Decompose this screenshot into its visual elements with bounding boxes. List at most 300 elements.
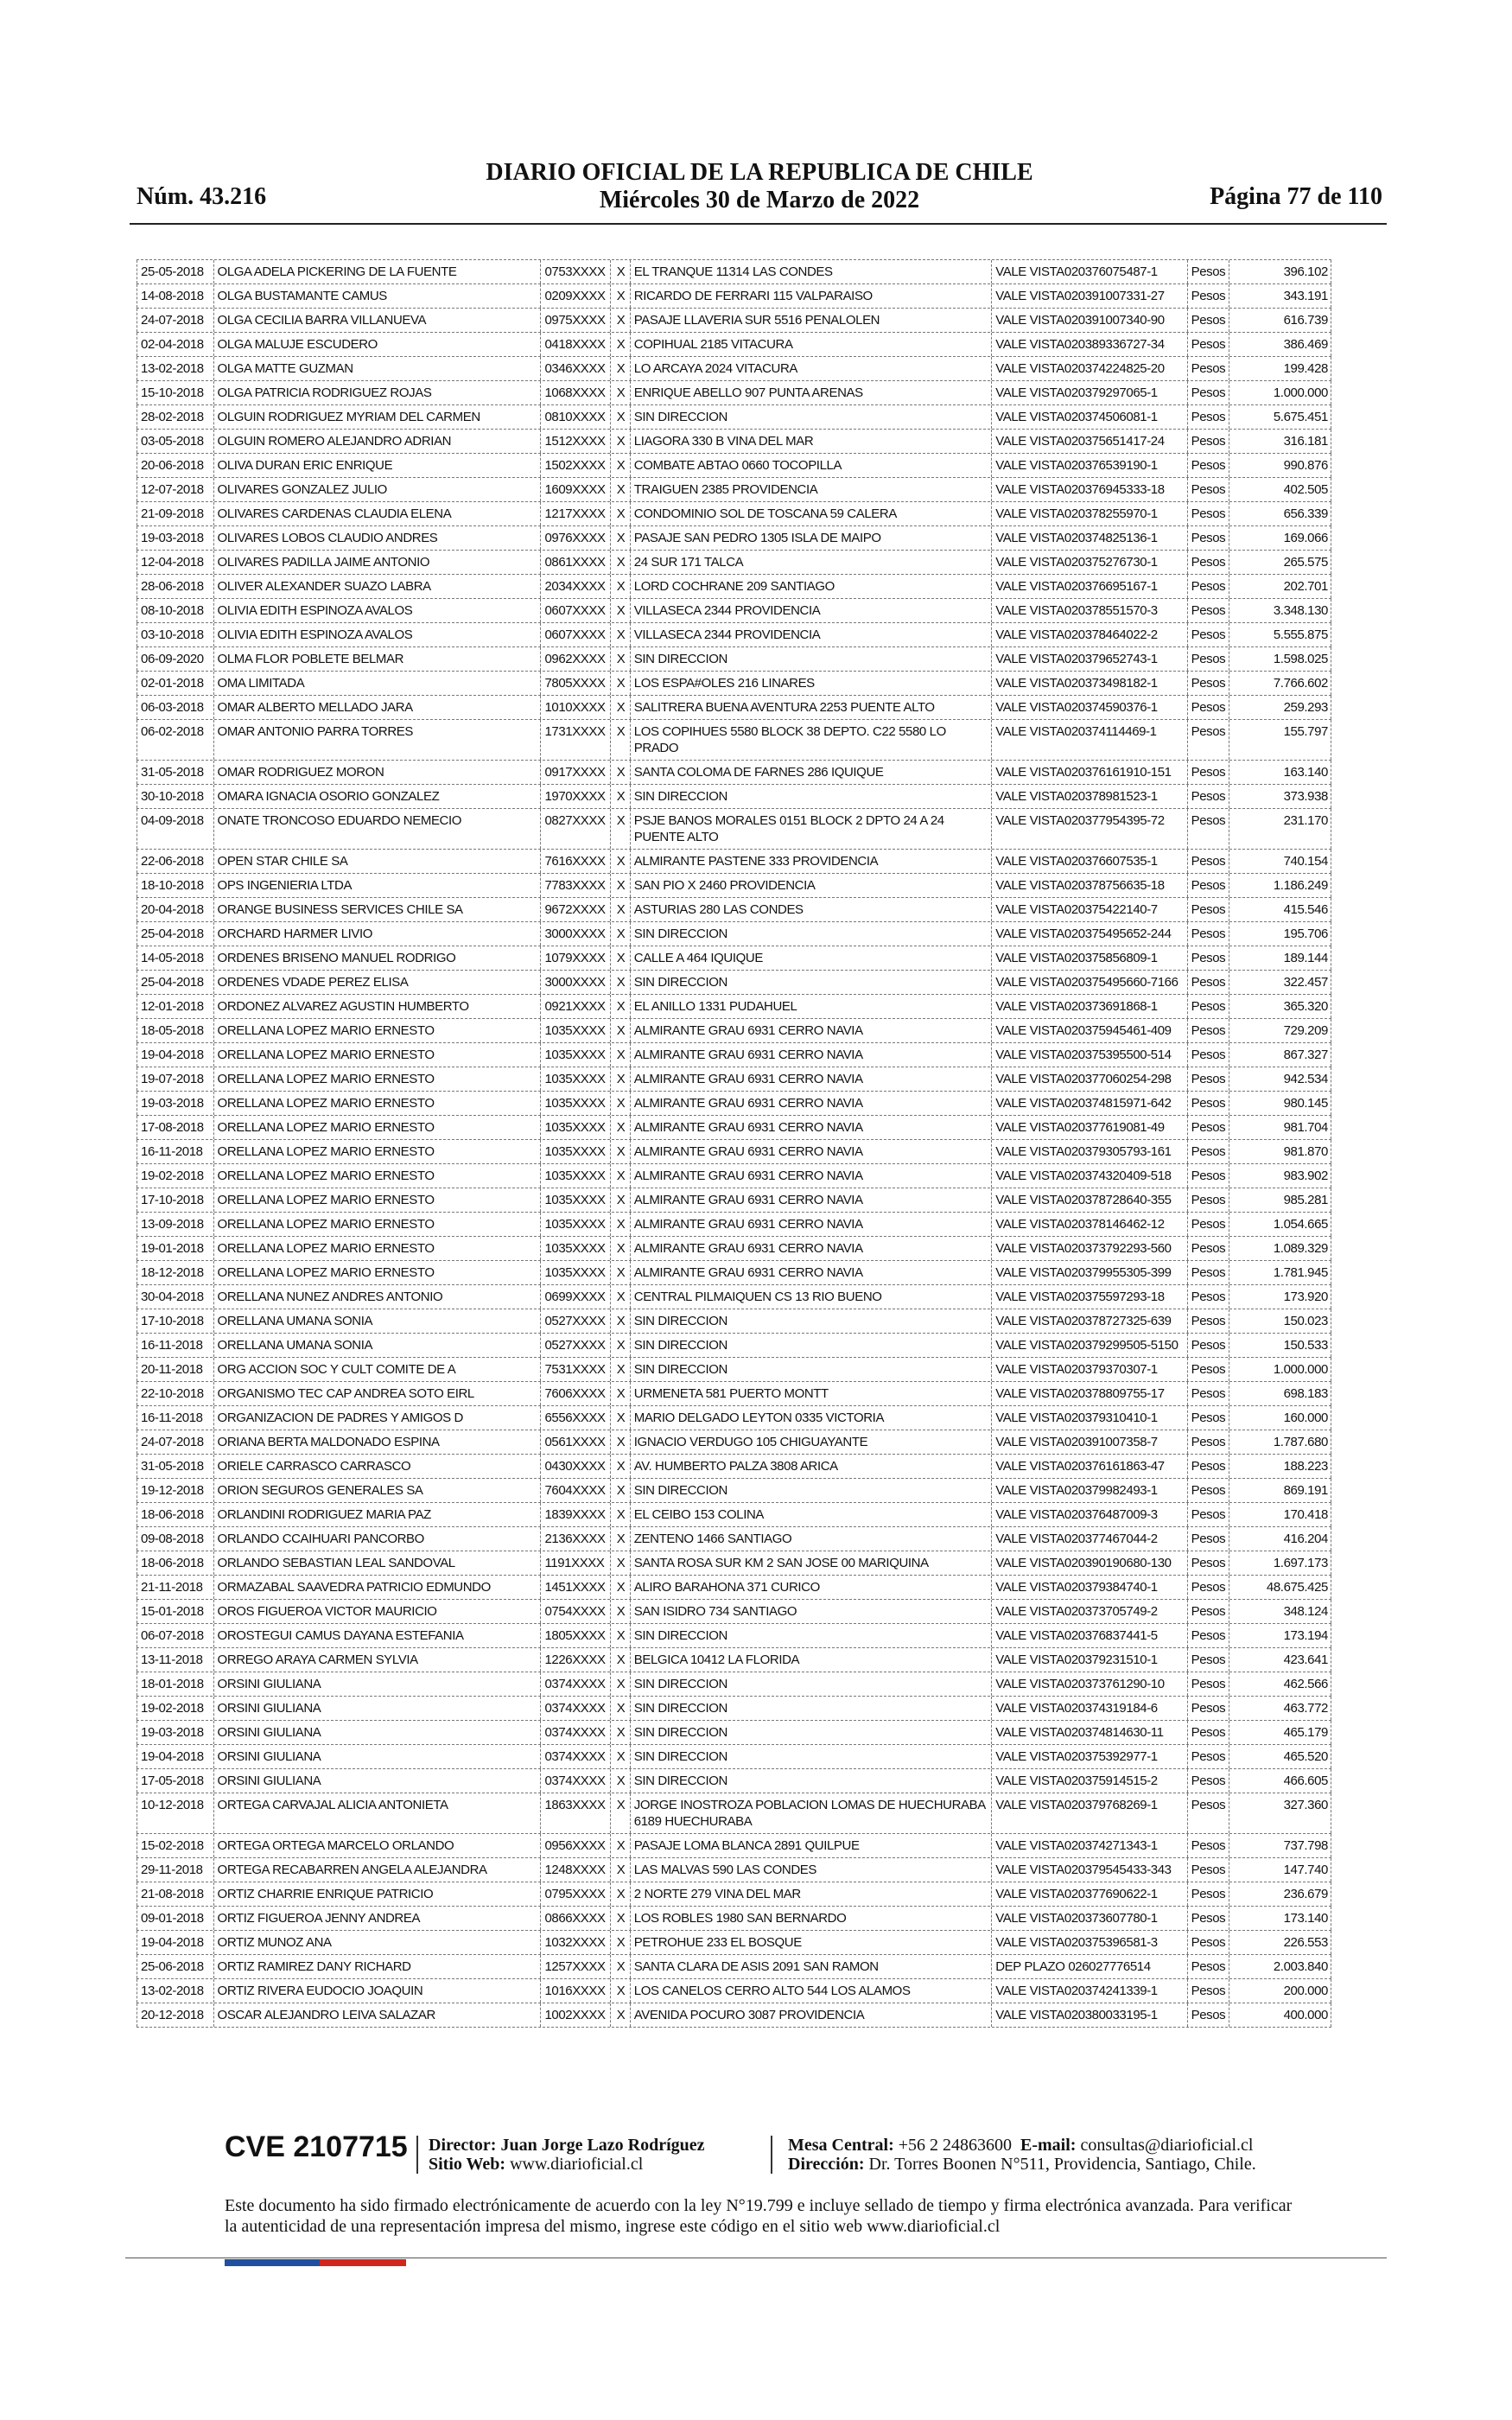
table-row xyxy=(137,333,1331,357)
row-address: RICARDO DE FERRARI 115 VALPARAISO xyxy=(630,284,991,308)
row-rut: 0607XXXX xyxy=(540,623,610,646)
row-currency: Pesos xyxy=(1187,478,1229,501)
row-currency: Pesos xyxy=(1187,1334,1229,1357)
row-name: OMAR RODRIGUEZ MORON xyxy=(213,761,507,784)
column-gap xyxy=(506,922,540,946)
column-gap xyxy=(506,333,540,356)
row-name: OLGA ADELA PICKERING DE LA FUENTE xyxy=(213,260,507,283)
row-address: LO ARCAYA 2024 VITACURA xyxy=(630,357,991,380)
row-date: 04-09-2018 xyxy=(137,809,213,849)
row-mark: X xyxy=(610,430,630,453)
row-name: OROSTEGUI CAMUS DAYANA ESTEFANIA xyxy=(213,1624,507,1647)
row-mark: X xyxy=(610,1745,630,1768)
row-name: ORLANDO CCAIHUARI PANCORBO xyxy=(213,1527,507,1551)
column-gap xyxy=(506,1624,540,1647)
table-row xyxy=(137,1043,1331,1067)
row-date: 30-10-2018 xyxy=(137,785,213,808)
row-currency: Pesos xyxy=(1187,454,1229,477)
row-document: VALE VISTA020379652743-1 xyxy=(991,647,1186,671)
row-rut: 1035XXXX xyxy=(540,1213,610,1236)
row-document: VALE VISTA020375495652-244 xyxy=(991,922,1186,946)
row-address: PASAJE LOMA BLANCA 2891 QUILPUE xyxy=(630,1834,991,1857)
row-rut: 0827XXXX xyxy=(540,809,610,849)
column-gap xyxy=(506,1140,540,1163)
row-name: ORSINI GIULIANA xyxy=(213,1769,507,1793)
row-document: VALE VISTA020373705749-2 xyxy=(991,1600,1186,1623)
row-address: COPIHUAL 2185 VITACURA xyxy=(630,333,991,356)
row-name: OLIVARES LOBOS CLAUDIO ANDRES xyxy=(213,526,507,550)
row-document: DEP PLAZO 026027776514 xyxy=(991,1955,1186,1978)
row-mark: X xyxy=(610,922,630,946)
row-amount: 729.209 xyxy=(1229,1019,1331,1042)
row-currency: Pesos xyxy=(1187,1955,1229,1978)
flag-stripe-blue xyxy=(225,2259,320,2266)
row-address: SIN DIRECCION xyxy=(630,1769,991,1793)
row-rut: 0753XXXX xyxy=(540,260,610,283)
row-mark: X xyxy=(610,1092,630,1115)
row-date: 24-07-2018 xyxy=(137,309,213,332)
row-date: 19-07-2018 xyxy=(137,1067,213,1091)
row-name: ORTEGA CARVAJAL ALICIA ANTONIETA xyxy=(213,1793,507,1833)
column-gap xyxy=(506,946,540,970)
row-date: 12-04-2018 xyxy=(137,551,213,574)
table-row xyxy=(137,1834,1331,1858)
row-amount: 327.360 xyxy=(1229,1793,1331,1833)
row-name: ORIELE CARRASCO CARRASCO xyxy=(213,1455,507,1478)
row-document: VALE VISTA020378146462-12 xyxy=(991,1213,1186,1236)
row-document: VALE VISTA020376837441-5 xyxy=(991,1624,1186,1647)
row-currency: Pesos xyxy=(1187,1882,1229,1906)
row-currency: Pesos xyxy=(1187,1769,1229,1793)
row-currency: Pesos xyxy=(1187,898,1229,921)
row-date: 13-02-2018 xyxy=(137,357,213,380)
row-rut: 3000XXXX xyxy=(540,971,610,994)
row-amount: 616.739 xyxy=(1229,309,1331,332)
row-mark: X xyxy=(610,1309,630,1333)
row-name: OMAR ANTONIO PARRA TORRES xyxy=(213,720,507,760)
row-document: VALE VISTA020374506081-1 xyxy=(991,405,1186,429)
column-gap xyxy=(506,1882,540,1906)
table-row xyxy=(137,1551,1331,1576)
row-address: BELGICA 10412 LA FLORIDA xyxy=(630,1648,991,1672)
row-currency: Pesos xyxy=(1187,761,1229,784)
row-date: 17-10-2018 xyxy=(137,1188,213,1212)
row-name: ORTIZ RIVERA EUDOCIO JOAQUIN xyxy=(213,1979,507,2003)
row-mark: X xyxy=(610,785,630,808)
table-row xyxy=(137,1576,1331,1600)
row-currency: Pesos xyxy=(1187,1237,1229,1260)
row-currency: Pesos xyxy=(1187,2003,1229,2027)
row-document: VALE VISTA020378255970-1 xyxy=(991,502,1186,525)
row-address: SANTA COLOMA DE FARNES 286 IQUIQUE xyxy=(630,761,991,784)
row-name: ORTIZ CHARRIE ENRIQUE PATRICIO xyxy=(213,1882,507,1906)
row-rut: 1502XXXX xyxy=(540,454,610,477)
row-address: SIN DIRECCION xyxy=(630,971,991,994)
column-gap xyxy=(506,1430,540,1454)
row-rut: 1016XXXX xyxy=(540,1979,610,2003)
row-address: JORGE INOSTROZA POBLACION LOMAS DE HUECHURABA 6189 HUECHURABA xyxy=(630,1793,991,1833)
row-date: 13-02-2018 xyxy=(137,1979,213,2003)
row-date: 03-10-2018 xyxy=(137,623,213,646)
row-rut: 0374XXXX xyxy=(540,1721,610,1744)
row-document: VALE VISTA020376161863-47 xyxy=(991,1455,1186,1478)
row-mark: X xyxy=(610,1188,630,1212)
column-gap xyxy=(506,1907,540,1930)
row-mark: X xyxy=(610,1043,630,1067)
row-date: 25-04-2018 xyxy=(137,922,213,946)
row-mark: X xyxy=(610,1503,630,1526)
row-address: ALMIRANTE GRAU 6931 CERRO NAVIA xyxy=(630,1140,991,1163)
row-mark: X xyxy=(610,1624,630,1647)
row-rut: 7805XXXX xyxy=(540,672,610,695)
column-gap xyxy=(506,647,540,671)
row-address: SIN DIRECCION xyxy=(630,1624,991,1647)
row-document: VALE VISTA020375396581-3 xyxy=(991,1931,1186,1954)
row-address: AV. HUMBERTO PALZA 3808 ARICA xyxy=(630,1455,991,1478)
row-amount: 462.566 xyxy=(1229,1672,1331,1696)
row-date: 31-05-2018 xyxy=(137,761,213,784)
newspaper-title: DIARIO OFICIAL DE LA REPUBLICA DE CHILE xyxy=(486,159,1033,186)
row-date: 19-02-2018 xyxy=(137,1697,213,1720)
row-date: 20-11-2018 xyxy=(137,1358,213,1381)
row-name: ORELLANA LOPEZ MARIO ERNESTO xyxy=(213,1261,507,1284)
row-mark: X xyxy=(610,357,630,380)
row-rut: 7616XXXX xyxy=(540,850,610,873)
row-rut: 1079XXXX xyxy=(540,946,610,970)
column-gap xyxy=(506,1479,540,1502)
table-row xyxy=(137,1600,1331,1624)
row-document: VALE VISTA020379982493-1 xyxy=(991,1479,1186,1502)
row-currency: Pesos xyxy=(1187,946,1229,970)
row-currency: Pesos xyxy=(1187,357,1229,380)
row-mark: X xyxy=(610,526,630,550)
column-gap xyxy=(506,1406,540,1430)
row-amount: 985.281 xyxy=(1229,1188,1331,1212)
row-document: VALE VISTA020378464022-2 xyxy=(991,623,1186,646)
row-rut: 1863XXXX xyxy=(540,1793,610,1833)
row-document: VALE VISTA020375276730-1 xyxy=(991,551,1186,574)
footer-divider xyxy=(416,2136,418,2174)
row-amount: 150.533 xyxy=(1229,1334,1331,1357)
row-name: ORELLANA LOPEZ MARIO ERNESTO xyxy=(213,1237,507,1260)
column-gap xyxy=(506,898,540,921)
column-gap xyxy=(506,1551,540,1575)
row-date: 06-03-2018 xyxy=(137,696,213,719)
row-document: VALE VISTA020374271343-1 xyxy=(991,1834,1186,1857)
row-document: VALE VISTA020373792293-560 xyxy=(991,1237,1186,1260)
row-amount: 1.186.249 xyxy=(1229,874,1331,897)
row-rut: 1970XXXX xyxy=(540,785,610,808)
row-currency: Pesos xyxy=(1187,1979,1229,2003)
row-date: 18-06-2018 xyxy=(137,1503,213,1526)
row-rut: 0527XXXX xyxy=(540,1334,610,1357)
row-document: VALE VISTA020373691868-1 xyxy=(991,995,1186,1018)
row-mark: X xyxy=(610,1769,630,1793)
row-mark: X xyxy=(610,1406,630,1430)
row-rut: 1035XXXX xyxy=(540,1188,610,1212)
row-name: OLIVARES PADILLA JAIME ANTONIO xyxy=(213,551,507,574)
row-address: ALMIRANTE GRAU 6931 CERRO NAVIA xyxy=(630,1164,991,1188)
row-currency: Pesos xyxy=(1187,1285,1229,1309)
row-mark: X xyxy=(610,1979,630,2003)
row-currency: Pesos xyxy=(1187,1213,1229,1236)
row-document: VALE VISTA020375914515-2 xyxy=(991,1769,1186,1793)
row-name: OPS INGENIERIA LTDA xyxy=(213,874,507,897)
column-gap xyxy=(506,1334,540,1357)
row-mark: X xyxy=(610,720,630,760)
table-row xyxy=(137,405,1331,430)
table-row xyxy=(137,850,1331,874)
row-currency: Pesos xyxy=(1187,1931,1229,1954)
row-document: VALE VISTA020378756635-18 xyxy=(991,874,1186,897)
row-name: ORIANA BERTA MALDONADO ESPINA xyxy=(213,1430,507,1454)
page-number: Página 77 de 110 xyxy=(1210,183,1382,210)
row-amount: 396.102 xyxy=(1229,260,1331,283)
column-gap xyxy=(506,381,540,404)
row-address: EL ANILLO 1331 PUDAHUEL xyxy=(630,995,991,1018)
row-name: ORELLANA LOPEZ MARIO ERNESTO xyxy=(213,1043,507,1067)
table-row xyxy=(137,260,1331,284)
column-gap xyxy=(506,1858,540,1882)
column-gap xyxy=(506,1721,540,1744)
row-rut: 1035XXXX xyxy=(540,1043,610,1067)
row-document: VALE VISTA020374224825-20 xyxy=(991,357,1186,380)
table-row xyxy=(137,1624,1331,1648)
row-rut: 0962XXXX xyxy=(540,647,610,671)
row-amount: 740.154 xyxy=(1229,850,1331,873)
row-amount: 316.181 xyxy=(1229,430,1331,453)
row-date: 31-05-2018 xyxy=(137,1455,213,1478)
table-row xyxy=(137,551,1331,575)
row-currency: Pesos xyxy=(1187,1576,1229,1599)
row-name: ORTEGA ORTEGA MARCELO ORLANDO xyxy=(213,1834,507,1857)
row-currency: Pesos xyxy=(1187,1261,1229,1284)
row-date: 03-05-2018 xyxy=(137,430,213,453)
table-row xyxy=(137,1019,1331,1043)
row-name: OSCAR ALEJANDRO LEIVA SALAZAR xyxy=(213,2003,507,2027)
row-amount: 189.144 xyxy=(1229,946,1331,970)
row-currency: Pesos xyxy=(1187,1551,1229,1575)
row-date: 19-03-2018 xyxy=(137,526,213,550)
row-document: VALE VISTA020390190680-130 xyxy=(991,1551,1186,1575)
row-document: VALE VISTA020376695167-1 xyxy=(991,575,1186,598)
table-row xyxy=(137,430,1331,454)
row-rut: 1032XXXX xyxy=(540,1931,610,1954)
row-rut: 7783XXXX xyxy=(540,874,610,897)
row-date: 13-09-2018 xyxy=(137,1213,213,1236)
row-name: ORELLANA UMANA SONIA xyxy=(213,1309,507,1333)
table-row xyxy=(137,623,1331,647)
row-date: 24-07-2018 xyxy=(137,1430,213,1454)
column-gap xyxy=(506,623,540,646)
table-row xyxy=(137,526,1331,551)
row-address: ALMIRANTE GRAU 6931 CERRO NAVIA xyxy=(630,1043,991,1067)
row-amount: 173.920 xyxy=(1229,1285,1331,1309)
row-rut: 0418XXXX xyxy=(540,333,610,356)
row-name: ORION SEGUROS GENERALES SA xyxy=(213,1479,507,1502)
row-name: ORCHARD HARMER LIVIO xyxy=(213,922,507,946)
row-mark: X xyxy=(610,647,630,671)
row-amount: 170.418 xyxy=(1229,1503,1331,1526)
row-rut: 0374XXXX xyxy=(540,1672,610,1696)
row-rut: 0921XXXX xyxy=(540,995,610,1018)
email-link[interactable]: consultas@diarioficial.cl xyxy=(1080,2136,1254,2155)
row-name: ORANGE BUSINESS SERVICES CHILE SA xyxy=(213,898,507,921)
row-name: ORTIZ MUNOZ ANA xyxy=(213,1931,507,1954)
column-gap xyxy=(506,405,540,429)
column-gap xyxy=(506,454,540,477)
row-rut: 0795XXXX xyxy=(540,1882,610,1906)
row-name: OLGA MALUJE ESCUDERO xyxy=(213,333,507,356)
row-name: OLIVARES GONZALEZ JULIO xyxy=(213,478,507,501)
row-amount: 147.740 xyxy=(1229,1858,1331,1882)
table-row xyxy=(137,761,1331,785)
row-address: LIAGORA 330 B VINA DEL MAR xyxy=(630,430,991,453)
row-amount: 983.902 xyxy=(1229,1164,1331,1188)
row-document: VALE VISTA020375597293-18 xyxy=(991,1285,1186,1309)
row-date: 28-02-2018 xyxy=(137,405,213,429)
row-name: OLGUIN RODRIGUEZ MYRIAM DEL CARMEN xyxy=(213,405,507,429)
row-amount: 343.191 xyxy=(1229,284,1331,308)
row-address: ALMIRANTE GRAU 6931 CERRO NAVIA xyxy=(630,1092,991,1115)
row-rut: 9672XXXX xyxy=(540,898,610,921)
row-name: ORGANISMO TEC CAP ANDREA SOTO EIRL xyxy=(213,1382,507,1405)
row-address: VILLASECA 2344 PROVIDENCIA xyxy=(630,599,991,622)
row-currency: Pesos xyxy=(1187,1164,1229,1188)
row-date: 14-08-2018 xyxy=(137,284,213,308)
row-currency: Pesos xyxy=(1187,971,1229,994)
row-amount: 5.555.875 xyxy=(1229,623,1331,646)
row-rut: 0374XXXX xyxy=(540,1697,610,1720)
column-gap xyxy=(506,1092,540,1115)
row-date: 28-06-2018 xyxy=(137,575,213,598)
row-amount: 990.876 xyxy=(1229,454,1331,477)
row-rut: 1512XXXX xyxy=(540,430,610,453)
row-document: VALE VISTA020374241339-1 xyxy=(991,1979,1186,2003)
table-row xyxy=(137,720,1331,761)
row-amount: 195.706 xyxy=(1229,922,1331,946)
column-gap xyxy=(506,1358,540,1381)
row-document: VALE VISTA020377619081-49 xyxy=(991,1116,1186,1139)
row-document: VALE VISTA020380033195-1 xyxy=(991,2003,1186,2027)
column-gap xyxy=(506,1648,540,1672)
row-rut: 1035XXXX xyxy=(540,1261,610,1284)
row-document: VALE VISTA020375495660-7166 xyxy=(991,971,1186,994)
table-row xyxy=(137,381,1331,405)
row-rut: 0861XXXX xyxy=(540,551,610,574)
row-address: SIN DIRECCION xyxy=(630,785,991,808)
row-currency: Pesos xyxy=(1187,1116,1229,1139)
row-currency: Pesos xyxy=(1187,284,1229,308)
row-mark: X xyxy=(610,1285,630,1309)
table-row xyxy=(137,1955,1331,1979)
row-address: ALMIRANTE GRAU 6931 CERRO NAVIA xyxy=(630,1067,991,1091)
table-row xyxy=(137,1455,1331,1479)
column-gap xyxy=(506,478,540,501)
row-rut: 1257XXXX xyxy=(540,1955,610,1978)
row-document: VALE VISTA020375945461-409 xyxy=(991,1019,1186,1042)
row-date: 15-10-2018 xyxy=(137,381,213,404)
row-mark: X xyxy=(610,1140,630,1163)
row-name: OMA LIMITADA xyxy=(213,672,507,695)
row-amount: 173.194 xyxy=(1229,1624,1331,1647)
row-address: SIN DIRECCION xyxy=(630,1672,991,1696)
column-gap xyxy=(506,1237,540,1260)
row-name: ORDONEZ ALVAREZ AGUSTIN HUMBERTO xyxy=(213,995,507,1018)
row-rut: 1805XXXX xyxy=(540,1624,610,1647)
header-rule xyxy=(130,223,1387,225)
row-address: ENRIQUE ABELLO 907 PUNTA ARENAS xyxy=(630,381,991,404)
row-document: VALE VISTA020379231510-1 xyxy=(991,1648,1186,1672)
row-document: VALE VISTA020374590376-1 xyxy=(991,696,1186,719)
row-amount: 48.675.425 xyxy=(1229,1576,1331,1599)
row-rut: 2136XXXX xyxy=(540,1527,610,1551)
table-row xyxy=(137,1648,1331,1672)
row-currency: Pesos xyxy=(1187,995,1229,1018)
column-gap xyxy=(506,1979,540,2003)
row-rut: 0917XXXX xyxy=(540,761,610,784)
row-currency: Pesos xyxy=(1187,696,1229,719)
row-amount: 1.781.945 xyxy=(1229,1261,1331,1284)
row-rut: 1035XXXX xyxy=(540,1019,610,1042)
row-currency: Pesos xyxy=(1187,623,1229,646)
row-rut: 0866XXXX xyxy=(540,1907,610,1930)
table-row xyxy=(137,898,1331,922)
row-address: ALMIRANTE GRAU 6931 CERRO NAVIA xyxy=(630,1188,991,1212)
row-mark: X xyxy=(610,1697,630,1720)
row-date: 29-11-2018 xyxy=(137,1858,213,1882)
table-row xyxy=(137,478,1331,502)
row-amount: 3.348.130 xyxy=(1229,599,1331,622)
row-amount: 698.183 xyxy=(1229,1382,1331,1405)
row-mark: X xyxy=(610,1116,630,1139)
row-document: VALE VISTA020378551570-3 xyxy=(991,599,1186,622)
site-label: Sitio Web: xyxy=(429,2155,506,2174)
row-amount: 1.000.000 xyxy=(1229,1358,1331,1381)
site-link[interactable]: www.diarioficial.cl xyxy=(510,2155,644,2174)
row-mark: X xyxy=(610,874,630,897)
row-currency: Pesos xyxy=(1187,647,1229,671)
row-rut: 7604XXXX xyxy=(540,1479,610,1502)
row-name: OLGUIN ROMERO ALEJANDRO ADRIAN xyxy=(213,430,507,453)
row-rut: 0346XXXX xyxy=(540,357,610,380)
column-gap xyxy=(506,785,540,808)
row-date: 16-11-2018 xyxy=(137,1140,213,1163)
table-row xyxy=(137,1382,1331,1406)
row-currency: Pesos xyxy=(1187,1092,1229,1115)
table-row xyxy=(137,1745,1331,1769)
row-amount: 942.534 xyxy=(1229,1067,1331,1091)
row-currency: Pesos xyxy=(1187,1858,1229,1882)
table-row xyxy=(137,696,1331,720)
row-date: 16-11-2018 xyxy=(137,1334,213,1357)
row-document: VALE VISTA020379370307-1 xyxy=(991,1358,1186,1381)
row-document: VALE VISTA020376161910-151 xyxy=(991,761,1186,784)
row-amount: 465.179 xyxy=(1229,1721,1331,1744)
row-date: 10-12-2018 xyxy=(137,1793,213,1833)
row-document: VALE VISTA020378809755-17 xyxy=(991,1382,1186,1405)
table-row xyxy=(137,502,1331,526)
row-name: ORELLANA LOPEZ MARIO ERNESTO xyxy=(213,1092,507,1115)
row-document: VALE VISTA020375395500-514 xyxy=(991,1043,1186,1067)
row-mark: X xyxy=(610,1793,630,1833)
row-rut: 0209XXXX xyxy=(540,284,610,308)
table-row xyxy=(137,1769,1331,1793)
row-address: LORD COCHRANE 209 SANTIAGO xyxy=(630,575,991,598)
row-rut: 1217XXXX xyxy=(540,502,610,525)
mesa-label: Mesa Central: xyxy=(788,2136,894,2155)
row-document: VALE VISTA020377467044-2 xyxy=(991,1527,1186,1551)
